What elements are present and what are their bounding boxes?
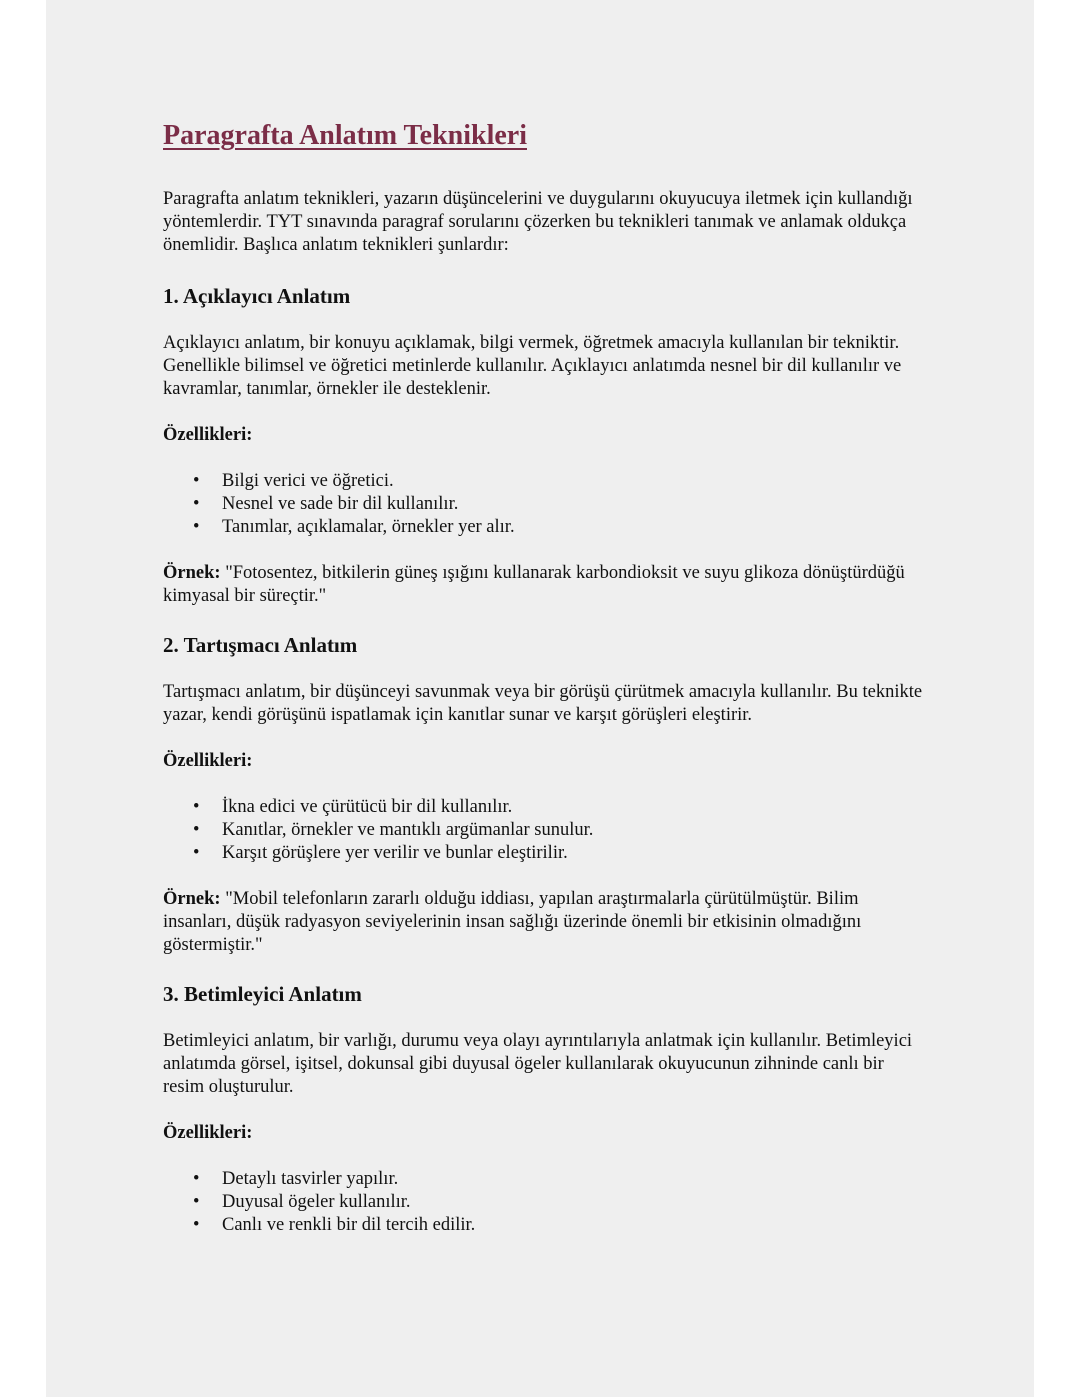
features-list [163, 796, 923, 865]
bullet-icon: • [193, 820, 200, 840]
list-item [193, 1191, 923, 1214]
example-text: "Mobil telefonların zararlı olduğu iddiası, yapılan araştırmalarla çürütülmüştür. Bilim insanları, düşük radyasyon seviyelerinin insan sağlığı üzerinde önemli bir etkisinin olmadığını göstermiştir." [163, 889, 862, 955]
list-item-text: Duyusal ögeler kullanılır. [222, 1192, 411, 1212]
example-label: Örnek: [163, 563, 221, 583]
list-item [193, 470, 923, 493]
bullet-icon: • [193, 494, 200, 514]
features-label: Özellikleri: [163, 1123, 253, 1143]
section-description: Açıklayıcı anlatım, bir konuyu açıklamak, bilgi vermek, öğretmek amacıyla kullanılan bir tekniktir. Genellikle bilimsel ve öğretici metinlerde kullanılır. Açıklayıcı anlatımda nesnel bir dil kullanılır ve kavramlar, tanımlar, örnekler ile desteklenir. [163, 333, 902, 399]
bullet-icon: • [193, 1215, 200, 1235]
list-item [193, 493, 923, 516]
bullet-icon: • [193, 517, 200, 537]
list-item-text: Detaylı tasvirler yapılır. [222, 1169, 399, 1189]
bullet-icon: • [193, 1192, 200, 1212]
bullet-icon: • [193, 471, 200, 491]
section-aciklayici [163, 282, 923, 608]
list-item-text: Karşıt görüşlere yer verilir ve bunlar eleştirilir. [222, 843, 568, 863]
features-list [163, 470, 923, 539]
list-item [193, 842, 923, 865]
section-tartismaci [163, 631, 923, 957]
features-label: Özellikleri: [163, 751, 253, 771]
list-item [193, 1168, 923, 1191]
list-item-text: Kanıtlar, örnekler ve mantıklı argümanlar sunulur. [222, 820, 594, 840]
features-label: Özellikleri: [163, 425, 253, 445]
list-item [193, 796, 923, 819]
section-heading: 2. Tartışmacı Anlatım [163, 633, 358, 657]
section-betimleyici [163, 980, 923, 1237]
example-text: "Fotosentez, bitkilerin güneş ışığını kullanarak karbondioksit ve suyu glikoza dönüştürdüğü kimyasal bir süreçtir." [163, 563, 905, 606]
list-item-text: Nesnel ve sade bir dil kullanılır. [222, 494, 459, 514]
list-item-text: Bilgi verici ve öğretici. [222, 471, 394, 491]
page-title: Paragrafta Anlatım Teknikleri [163, 120, 527, 151]
list-item [193, 516, 923, 539]
bullet-icon: • [193, 843, 200, 863]
bullet-icon: • [193, 797, 200, 817]
list-item-text: İkna edici ve çürütücü bir dil kullanılır. [222, 797, 513, 817]
list-item-text: Tanımlar, açıklamalar, örnekler yer alır. [222, 517, 515, 537]
section-heading: 3. Betimleyici Anlatım [163, 982, 362, 1006]
intro-paragraph: Paragrafta anlatım teknikleri, yazarın düşüncelerini ve duygularını okuyucuya iletmek için kullandığı yöntemlerdir. TYT sınavında paragraf sorularını çözerken bu teknikleri tanımak ve anlamak oldukça önemlidir. Başlıca anlatım teknikleri şunlardır: [163, 189, 913, 255]
section-heading: 1. Açıklayıcı Anlatım [163, 284, 351, 308]
list-item-text: Canlı ve renkli bir dil tercih edilir. [222, 1215, 476, 1235]
document-page [46, 0, 1034, 1397]
bullet-icon: • [193, 1169, 200, 1189]
list-item [193, 819, 923, 842]
section-description: Tartışmacı anlatım, bir düşünceyi savunmak veya bir görüşü çürütmek amacıyla kullanılır. Bu teknikte yazar, kendi görüşünü ispatlamak için kanıtlar sunar ve karşıt görüşleri eleştirir. [163, 682, 923, 725]
example-paragraph [163, 888, 923, 957]
section-description: Betimleyici anlatım, bir varlığı, durumu veya olayı ayrıntılarıyla anlatmak için kullanılır. Betimleyici anlatımda görsel, işitsel, dokunsal gibi duyusal ögeler kullanılarak okuyucunun zihninde canlı bir resim oluşturulur. [163, 1031, 913, 1097]
example-label: Örnek: [163, 889, 221, 909]
features-list [163, 1168, 923, 1237]
document-content [163, 116, 923, 1260]
example-paragraph [163, 562, 923, 608]
list-item [193, 1214, 923, 1237]
